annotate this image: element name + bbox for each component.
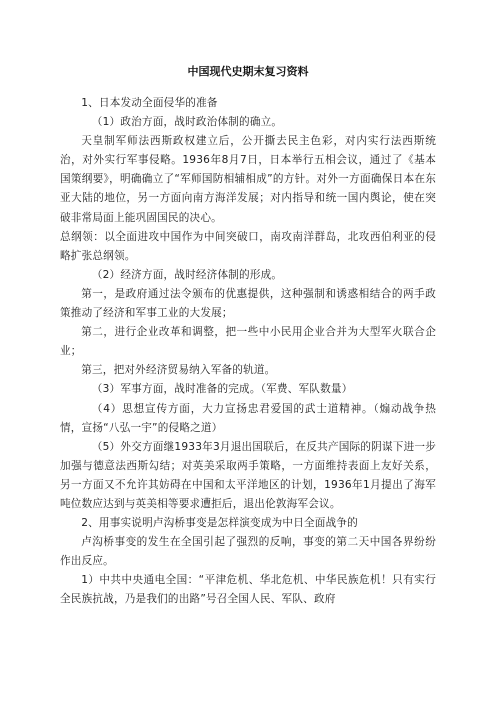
paragraph-ccp-telegram: 1）中共中央通电全国：“平津危机、华北危机、中华民族危机！只有实行全民族抗战，乃是我们的出路”号召全国人民、军队、政府 — [60, 574, 436, 606]
document-body — [60, 94, 436, 610]
paragraph-diplomacy: （5）外交方面继1933年3月退出国联后，在反共产国际的阴谋下进一步加强与德意法西斯勾结；对英美采取两手策略，一方面维持表面上友好关系，另一方面又不允许其妨碍在中国和太平洋地区的计划，1936年1月提出了海军吨位数应达到与英美相等要求遭拒后，退出伦敦海军会议。 — [60, 440, 436, 510]
paragraph-economy-first: 第一，是政府通过法令颁布的优惠提供，这种强制和诱惑相结合的两手政策推动了经济和军事工业的大发展； — [60, 287, 436, 320]
subheading-economy: （2）经济方面，战时经济体制的形成。 — [91, 268, 283, 281]
paragraph-economy-third: 第三，把对外经济贸易纳入军备的轨道。 — [81, 364, 276, 377]
paragraph-politics: 天皇制军师法西斯政权建立后，公开撕去民主色彩，对内实行法西斯统治，对外实行军事侵略。1936年8月7日，日本举行五相会议，通过了《基本国策纲要》，明确确立了“军师国防相辅相成”的方针。对外一方面确保日本在东亚大陆的地位，另一方面向南方海洋发展；对内指导和统一国内舆论，使在突破非常局面上能巩固国民的决心。 — [60, 135, 436, 224]
paragraph-economy-second: 第二，进行企业改革和调整，把一些中小民用企业合并为大型军火联合企业； — [60, 326, 436, 358]
document-title: 中国现代史期末复习资料 — [187, 65, 309, 78]
subheading-propaganda: （4）思想宣传方面，大力宣扬忠君爱国的武士道精神。（煽动战争热情，宣扬“八弘一宇”的侵略之道） — [60, 402, 436, 434]
paragraph-general-program: 总纲领：以全面进攻中国作为中间突破口，南攻南洋群岛，北攻西伯利亚的侵略扩张总纲领。 — [60, 230, 436, 262]
paragraph-incident: 卢沟桥事变的发生在全国引起了强烈的反响，事变的第二天中国各界纷纷作出反应。 — [60, 536, 436, 568]
subheading-politics: （1）政治方面，战时政治体制的确立。 — [91, 116, 283, 129]
section-heading-2: 2、用事实说明卢沟桥事变是怎样演变成为中日全面战争的 — [81, 517, 358, 530]
section-heading-1: 1、日本发动全面侵华的准备 — [81, 97, 218, 109]
subheading-military: （3）军事方面，战时准备的完成。（军费、军队数量） — [91, 383, 353, 396]
